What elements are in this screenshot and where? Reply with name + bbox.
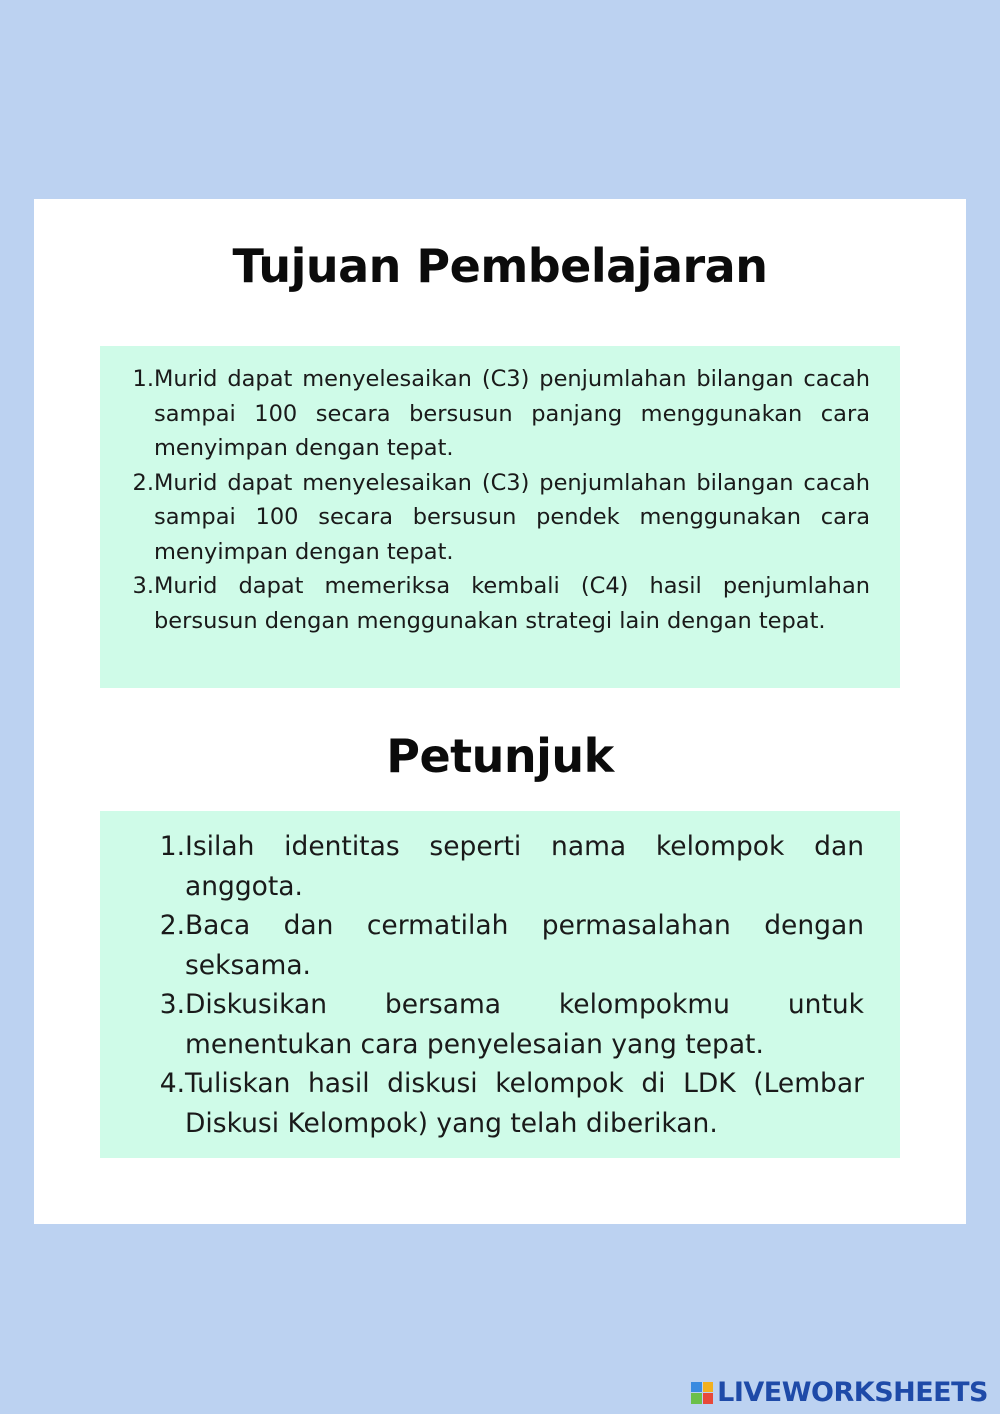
list-item-text: Baca dan cermatilah permasalahan dengan seksama. [185, 910, 864, 981]
list-item-number: 1. [132, 366, 154, 392]
list-item [134, 362, 870, 466]
list-item-text: Murid dapat menyelesaikan (C3) penjumlahan bilangan cacah sampai 100 secara bersusun pendek menggunakan cara menyimpan dengan tepat. [154, 469, 870, 565]
instructions-title: Petunjuk [386, 729, 614, 783]
list-item [160, 827, 864, 906]
list-item [134, 466, 870, 570]
list-item-number: 2. [132, 469, 154, 496]
list-item [160, 906, 864, 985]
learning-objectives-title: Tujuan Pembelajaran [232, 239, 768, 293]
instructions-box [100, 811, 900, 1158]
liveworksheets-logo-text: LIVEWORKSHEETS [717, 1377, 988, 1408]
worksheet-card [34, 199, 966, 1224]
list-item-text: Diskusikan bersama kelompokmu untuk menentukan cara penyelesaian yang tepat. [185, 989, 864, 1060]
liveworksheets-logo-icon [691, 1382, 713, 1404]
list-item [160, 1064, 864, 1143]
learning-objectives-box [100, 346, 900, 688]
list-item-text: Tuliskan hasil diskusi kelompok di LDK (Lembar Diskusi Kelompok) yang telah diberikan. [185, 1068, 864, 1139]
learning-objectives-list [134, 362, 870, 638]
list-item-text: Isilah identitas seperti nama kelompok dan anggota. [185, 831, 864, 902]
list-item-text: Murid dapat menyelesaikan (C3) penjumlahan bilangan cacah sampai 100 secara bersusun panjang menggunakan cara menyimpan dengan tepat. [154, 366, 870, 461]
list-item-number: 3. [132, 573, 154, 599]
list-item-number: 1. [159, 831, 185, 862]
liveworksheets-logo[interactable] [691, 1377, 988, 1408]
list-item [134, 569, 870, 638]
list-item-number: 2. [159, 910, 185, 941]
list-item-text: Murid dapat memeriksa kembali (C4) hasil penjumlahan bersusun dengan menggunakan strategi lain dengan tepat. [154, 573, 870, 634]
list-item-number: 3. [159, 989, 185, 1020]
instructions-list [160, 827, 864, 1143]
list-item [160, 985, 864, 1064]
list-item-number: 4. [159, 1068, 185, 1099]
